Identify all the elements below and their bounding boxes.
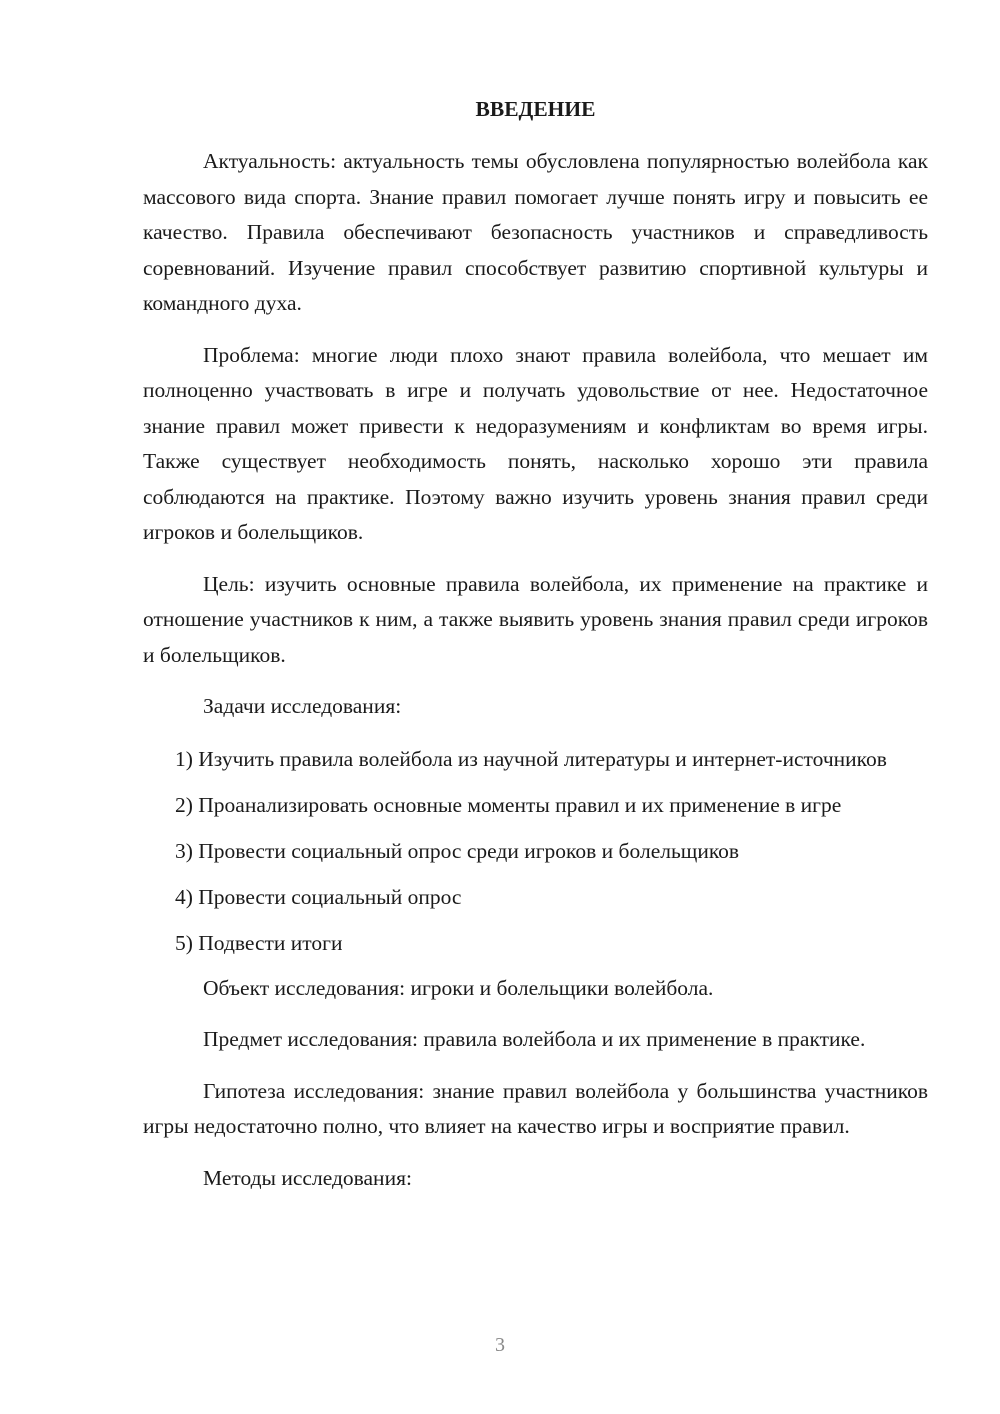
page-content: [143, 92, 928, 1212]
paragraph-problem: Проблема: многие люди плохо знают правила волейбола, что мешает им полноценно участвовать в игре и получать удовольствие от нее. Недостаточное знание правил может привести к недоразумениям и конфликтам во время игры. Также существует необходимость понять, насколько хорошо эти правила соблюдаются на практике. Поэтому важно изучить уровень знания правил среди игроков и болельщиков.: [143, 342, 928, 544]
section-title: ВВЕДЕНИЕ: [475, 97, 596, 121]
paragraph-hypothesis: Гипотеза исследования: знание правил волейбола у большинства участников игры недостаточно полно, что влияет на качество игры и восприятие правил.: [143, 1078, 928, 1138]
paragraph-goal: Цель: изучить основные правила волейбола, их применение на практике и отношение участников к ним, а также выявить уровень знания правил среди игроков и болельщиков.: [143, 571, 928, 667]
task-item-2: 2) Проанализировать основные моменты правил и их применение в игре: [175, 792, 842, 817]
task-item-4: 4) Провести социальный опрос: [175, 884, 462, 909]
paragraph-subject: Предмет исследования: правила волейбола и их применение в практике.: [203, 1027, 866, 1051]
paragraph-relevance: Актуальность: актуальность темы обусловлена популярностью волейбола как массового вида спорта. Знание правил помогает лучше понять игру и повысить ее качество. Правила обеспечивают безопасность участников и справедливость соревнований. Изучение правил способствует развитию спортивной культуры и командного духа.: [143, 149, 928, 315]
paragraph-object: Объект исследования: игроки и болельщики волейбола.: [203, 975, 714, 1000]
methods-heading: Методы исследования:: [203, 1165, 412, 1190]
task-item-1: 1) Изучить правила волейбола из научной литературы и интернет-источников: [175, 746, 887, 771]
page-number: 3: [495, 1334, 505, 1356]
tasks-heading: Задачи исследования:: [203, 694, 402, 718]
task-item-5: 5) Подвести итоги: [175, 930, 343, 955]
task-item-3: 3) Провести социальный опрос среди игроков и болельщиков: [175, 838, 740, 863]
